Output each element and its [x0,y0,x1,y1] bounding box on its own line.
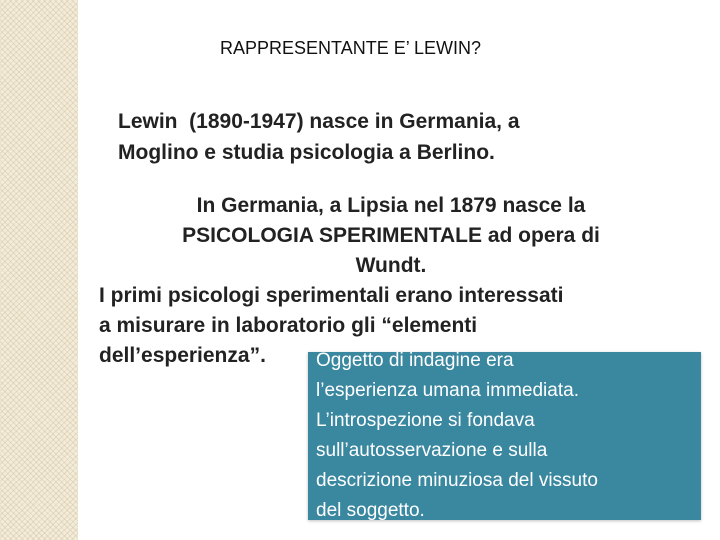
callout-line-5: descrizione minuziosa del vissuto [316,470,598,491]
history-line-3: Wundt. [355,254,427,277]
callout-line-6: del soggetto. [316,500,425,521]
decorative-sidebar [0,0,78,540]
intro-paragraph [118,106,678,168]
slide-title: RAPPRESENTANTE E’ LEWIN? [220,38,482,58]
history-line-1: In Germania, a Lipsia nel 1879 nasce la [196,194,586,217]
history-line-5: a misurare in laboratorio gli “elementi [99,314,478,337]
callout-line-4: sull’autosservazione e sulla [316,440,548,461]
callout-line-3: L’introspezione si fondava [316,410,535,431]
history-line-4: I primi psicologi sperimentali erano interessati [99,284,564,307]
history-line-6: dell’esperienza”. [99,344,266,367]
callout-line-2: l’esperienza umana immediata. [316,380,579,401]
history-paragraph [99,191,683,371]
history-line-2: PSICOLOGIA SPERIMENTALE ad opera di [182,224,600,247]
intro-line-1: Lewin (1890-1947) nasce in Germania, a [118,110,520,133]
callout-text [316,346,696,526]
callout-line-1: Oggetto di indagine era [316,350,514,371]
intro-line-2: Moglino e studia psicologia a Berlino. [118,141,495,164]
